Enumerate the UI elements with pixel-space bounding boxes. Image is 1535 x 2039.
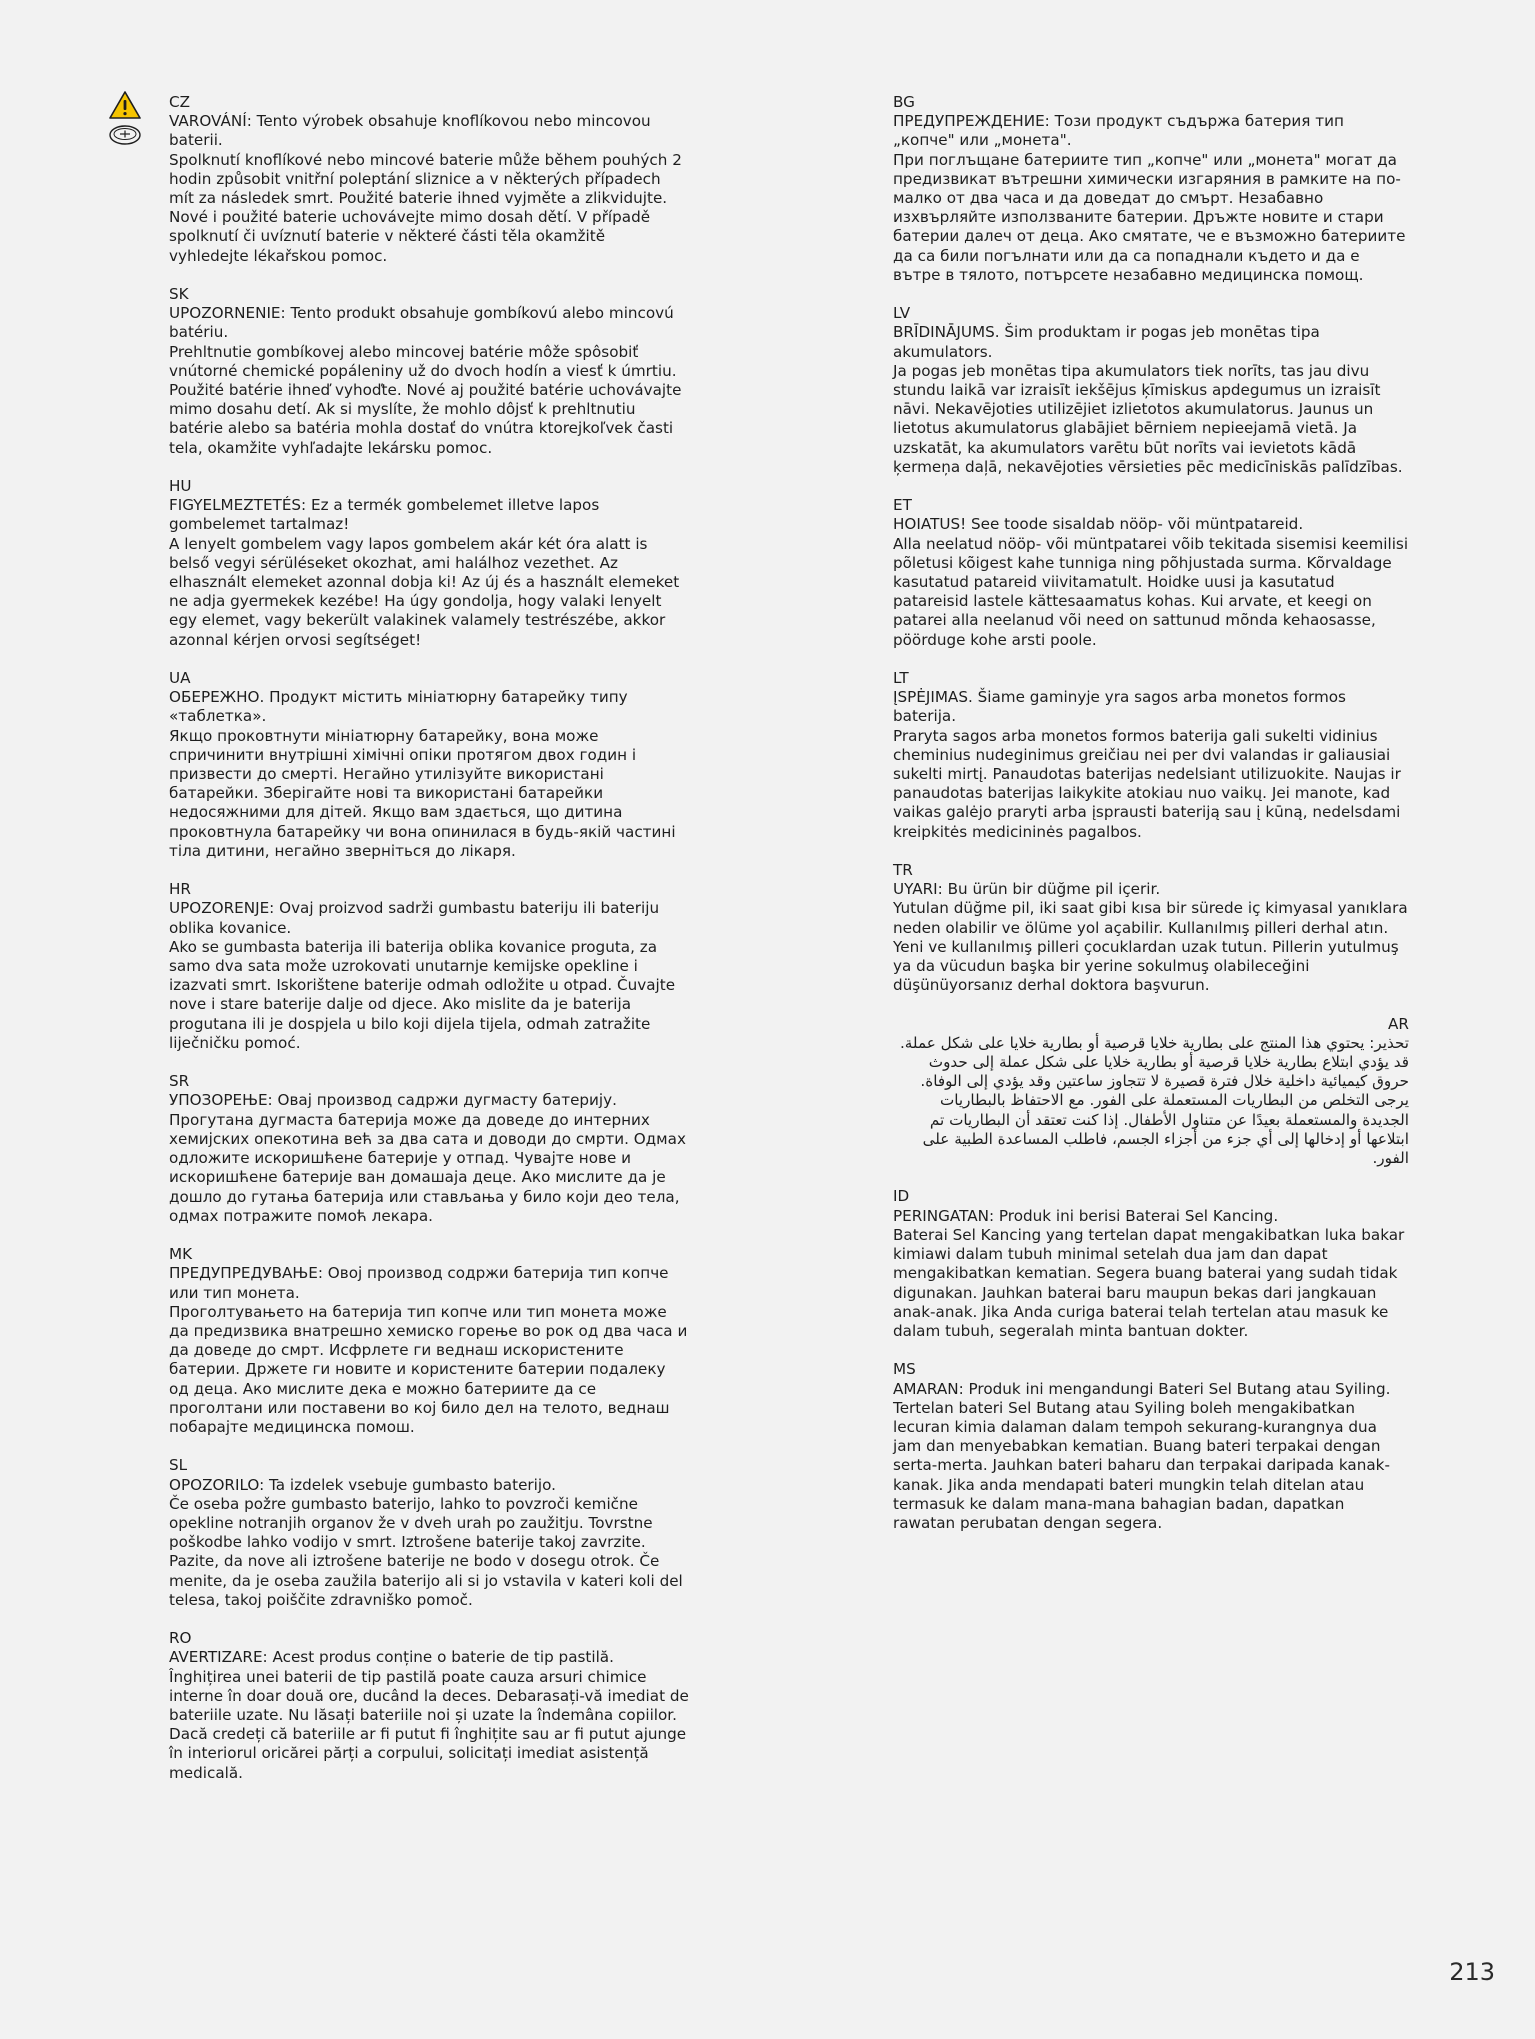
warning-body: При поглъщане батериите тип „копче" или „монета" могат да предизвикат вътрешни химически изгаряния в рамките на по-малко от два часа и да доведат до смърт. Незабавно изхвърляйте използваните батерии. Дръжте новите и стари батерии далеч от деца. Ако смятате, че е възможно батериите да са били погълнати или да са попаднали където и да е вътре в тялото, потърсете незабавно медицинска помощ. bbox=[893, 150, 1406, 284]
warning-block-sk bbox=[169, 285, 689, 458]
language-code: UA bbox=[169, 669, 191, 688]
warning-heading: AVERTIZARE: Acest produs conține o baterie de tip pastilă. bbox=[169, 1648, 614, 1667]
warning-body: A lenyelt gombelem vagy lapos gombelem akár két óra alatt is belső vegyi sérüléseket okozhat, ami halálhoz vezethet. Az elhasznált elemeket azonnal dobja ki! Az új és a használt elemeket ne adja gyermekek kezébe! Ha úgy gondolja, hogy valaki lenyelt egy elemet, vagy bekerült valakinek valamely testrészébe, akkor azonnal kérjen orvosi segítséget! bbox=[169, 534, 680, 649]
language-code: ID bbox=[893, 1187, 910, 1206]
language-code: BG bbox=[893, 93, 915, 111]
warning-block-sr bbox=[169, 1072, 689, 1226]
warning-block-ro bbox=[169, 1629, 689, 1783]
warning-block-ua bbox=[169, 669, 689, 861]
language-code: ET bbox=[893, 496, 912, 515]
warning-body: Prehltnutie gombíkovej alebo mincovej batérie môže spôsobiť vnútorné chemické popáleniny už do dvoch hodín a viesť k úmrtiu. Použité batérie ihneď vyhoďte. Nové aj použité batérie uchovávajte mimo dosahu detí. Ak si myslíte, že mohlo dôjsť k prehltnutiu batérie alebo sa batéria mohla dostať do vnútra ktorejkoľvek časti tela, okamžite vyhľadajte lekársku pomoc. bbox=[169, 342, 682, 457]
warning-block-mk bbox=[169, 1245, 689, 1437]
language-code: TR bbox=[893, 861, 913, 880]
warning-block-ar bbox=[893, 1015, 1409, 1169]
warning-body: Tertelan bateri Sel Butang atau Syiling boleh mengakibatkan lecuran kimia dalaman dalam tempoh sekurang-kurangnya dua jam dan menyebabkan kematian. Buang bateri terpakai dengan serta-merta. Jauhkan bateri baharu dan terpakai daripada kanak-kanak. Jika anda mendapati bateri mungkin telah ditelan atau termasuk ke dalam mana-mana bahagian badan, dapatkan rawatan perubatan dengan segera. bbox=[893, 1398, 1390, 1532]
warning-block-lv bbox=[893, 304, 1409, 477]
warning-block-cz bbox=[169, 93, 689, 266]
warning-heading: ПРЕДУПРЕДУВАЊЕ: Овој производ содржи батерија тип копче или тип монета. bbox=[169, 1264, 669, 1302]
warning-body: Ako se gumbasta baterija ili baterija oblika kovanice proguta, za samo dva sata može uzrokovati unutarnje kemijske opekline i izazvati smrt. Iskorištene baterije odmah odložite u otpad. Čuvajte nove i stare baterije dalje od djece. Ako mislite da je baterija progutana ili je dospjela u bilo koji dijela tijela, odmah zatražite liječničku pomoć. bbox=[169, 937, 676, 1052]
warning-heading: AMARAN: Produk ini mengandungi Bateri Sel Butang atau Syiling. bbox=[893, 1379, 1391, 1398]
warning-triangle-icon bbox=[108, 90, 142, 120]
coin-battery-icon bbox=[108, 124, 142, 146]
warning-block-hr bbox=[169, 880, 689, 1053]
warning-heading: OPOZORILO: Ta izdelek vsebuje gumbasto baterijo. bbox=[169, 1475, 556, 1494]
language-code: LT bbox=[893, 669, 909, 688]
warning-body: Če oseba požre gumbasto baterijo, lahko to povzroči kemične opekline notranjih organov že v dveh urah po zaužitju. Tovrstne poškodbe lahko vodijo v smrt. Iztrošene baterije takoj zavrzite. Pazite, da nove ali iztrošene baterije ne bodo v dosegu otrok. Če menite, da je oseba zaužila baterijo ali si jo vstavila v kateri koli del telesa, takoj poiščite zdravniško pomoč. bbox=[169, 1494, 683, 1609]
language-code: MK bbox=[169, 1245, 193, 1264]
left-column bbox=[169, 93, 689, 1802]
language-code: RO bbox=[169, 1629, 192, 1648]
warning-heading: ПРЕДУПРЕЖДЕНИЕ: Този продукт съдържа батерия тип „копче" или „монета". bbox=[893, 112, 1344, 150]
language-code: HU bbox=[169, 477, 192, 496]
warning-body: Baterai Sel Kancing yang tertelan dapat mengakibatkan luka bakar kimiawi dalam tubuh minimal setelah dua jam dan dapat mengakibatkan kematian. Segera buang baterai yang sudah tidak digunakan. Jauhkan baterai baru maupun bekas dari jangkauan anak-anak. Jika Anda curiga baterai telah tertelan atau masuk ke dalam tubuh, segeralah minta bantuan dokter. bbox=[893, 1225, 1405, 1340]
warning-block-ms bbox=[893, 1360, 1409, 1533]
warning-block-et bbox=[893, 496, 1409, 650]
language-code: SK bbox=[169, 285, 189, 304]
warning-heading: УПОЗОРЕЊЕ: Овај производ садржи дугмасту батерију. bbox=[169, 1091, 617, 1110]
warning-heading: UPOZORNENIE: Tento produkt obsahuje gombíkovú alebo mincovú batériu. bbox=[169, 304, 674, 342]
warning-heading: VAROVÁNÍ: Tento výrobek obsahuje knoflíkovou nebo mincovou baterii. bbox=[169, 112, 651, 150]
warning-body: Alla neelatud nööp- või müntpatarei võib tekitada sisemisi keemilisi põletusi kõigest kahe tunniga ning põhjustada surma. Kõrvaldage kasutatud patareid viivitamatult. Hoidke uusi ja kasutatud patareisid lastele kättesaamatus kohas. Kui arvate, et keegi on patarei alla neelanud või need on sattunud mõnda kehaosasse, pöörduge kohe arsti poole. bbox=[893, 534, 1409, 649]
warning-body: Praryta sagos arba monetos formos baterija gali sukelti vidinius cheminius nudeginimus greičiau nei per dvi valandas ir galiausiai sukelti mirtį. Panaudotas baterijas nedelsiant utilizuokite. Naujas ir panaudotas baterijas laikykite atokiau nuo vaikų. Jei manote, kad vaikas galėjo praryti arba įsprausti bateriją sau į kūną, nedelsdami kreipkitės medicininės pagalbos. bbox=[893, 726, 1401, 841]
warning-body: Înghițirea unei baterii de tip pastilă poate cauza arsuri chimice interne în doar două ore, ducând la deces. Debarasați-vă imediat de bateriile uzate. Nu lăsați bateriile noi și uzate la îndemâna copiilor. Dacă credeți că bateriile ar fi putut fi înghițite sau ar fi putut ajunge în interiorul oricărei părți a corpului, solicitați imediat asistență medicală. bbox=[169, 1667, 689, 1782]
language-code: SL bbox=[169, 1456, 188, 1475]
warning-heading: ОБЕРЕЖНО. Продукт містить мініатюрну батарейку типу «таблетка». bbox=[169, 688, 628, 726]
warning-heading: PERINGATAN: Produk ini berisi Baterai Sel Kancing. bbox=[893, 1206, 1279, 1225]
right-column bbox=[893, 93, 1409, 1552]
warning-block-bg bbox=[893, 93, 1409, 285]
warning-heading: تحذير: يحتوي هذا المنتج على بطارية خلايا قرصية أو بطارية خلايا على شكل عملة. bbox=[899, 1033, 1409, 1052]
icon-group bbox=[108, 90, 146, 146]
language-code: LV bbox=[893, 304, 911, 323]
warning-body: Проголтувањето на батерија тип копче или тип монета може да предизвика внатрешно хемиско горење во рок од два часа и да доведе до смрт. Исфрлете ги веднаш искористените батерии. Држете ги новите и користените батерии подалеку од деца. Ако мислите дека е можно батериите да се проголтани или поставени во кој било дел на телото, веднаш побарајте медицинска помош. bbox=[169, 1302, 688, 1436]
warning-body: Прогутана дугмаста батерија може да доведе до интерних хемијских опекотина већ за два сата и доводи до смрти. Одмах одложите искоришћене батерије у отпад. Чувајте нове и искоришћене батерије ван домашаја деце. Ако мислите да је дошло до гутања батерија или стављања у било који део тела, одмах потражите помоћ лекара. bbox=[169, 1110, 686, 1225]
warning-body: Yutulan düğme pil, iki saat gibi kısa bir sürede iç kimyasal yanıklara neden olabilir ve ölüme yol açabilir. Kullanılmış pilleri derhal atın. Yeni ve kullanılmış pilleri çocuklardan uzak tutun. Pillerin yutulmuş ya da vücudun başka bir yerine sokulmuş olabileceğini düşünüyorsanız derhal doktora başvurun. bbox=[893, 899, 1408, 995]
warning-heading: UPOZORENJE: Ovaj proizvod sadrži gumbastu bateriju ili bateriju oblika kovanice. bbox=[169, 899, 660, 937]
warning-heading: ĮSPĖJIMAS. Šiame gaminyje yra sagos arba monetos formos baterija. bbox=[893, 688, 1346, 726]
language-code: HR bbox=[169, 880, 191, 899]
warning-block-id bbox=[893, 1187, 1409, 1341]
warning-block-lt bbox=[893, 669, 1409, 842]
warning-heading: UYARI: Bu ürün bir düğme pil içerir. bbox=[893, 880, 1161, 899]
warning-body: Spolknutí knoflíkové nebo mincové baterie může během pouhých 2 hodin způsobit vnitřní poleptání sliznice a v některých případech mít za následek smrt. Použité baterie ihned vyjměte a zlikvidujte. Nové i použité baterie uchovávejte mimo dosah dětí. V případě spolknutí či uvíznutí baterie v některé části těla okamžitě vyhledejte lékařskou pomoc. bbox=[169, 150, 682, 265]
warning-block-hu bbox=[169, 477, 689, 650]
warning-heading: HOIATUS! See toode sisaldab nööp- või müntpatareid. bbox=[893, 515, 1304, 534]
language-code: SR bbox=[169, 1072, 190, 1091]
language-code: CZ bbox=[169, 93, 191, 111]
warning-heading: FIGYELMEZTETÉS: Ez a termék gombelemet illetve lapos gombelemet tartalmaz! bbox=[169, 496, 600, 534]
warning-block-sl bbox=[169, 1456, 689, 1610]
language-code: MS bbox=[893, 1360, 916, 1379]
language-code: AR bbox=[1388, 1014, 1409, 1033]
page-number: 213 bbox=[1449, 1958, 1495, 1986]
warning-body: Якщо проковтнути мініатюрну батарейку, вона може спричинити внутрішні хімічні опіки протягом двох годин і призвести до смерті. Негайно утилізуйте використані батарейки. Зберігайте нові та використані батарейки недосяжними для дітей. Якщо вам здається, що дитина проковтнула батарейку чи вона опинилася в будь-якій частині тіла дитини, негайно зверніться до лікаря. bbox=[169, 726, 676, 860]
warning-body: Ja pogas jeb monētas tipa akumulators tiek norīts, tas jau divu stundu laikā var izraisīt iekšējus ķīmiskus apdegumus un izraisīt nāvi. Nekavējoties utilizējiet izlietotos akumulatorus. Jaunus un lietotus akumulatorus glabājiet bērniem nepieejamā vietā. Ja uzskatāt, ka akumulators varētu būt norīts vai ievietots kādā ķermeņa daļā, nekavējoties vērsieties pēc medicīniskās palīdzības. bbox=[893, 361, 1403, 476]
warning-block-tr bbox=[893, 861, 1409, 995]
warning-body: قد يؤدي ابتلاع بطارية خلايا قرصية أو بطارية خلايا على شكل عملة إلى حدوث حروق كيميائية داخلية خلال فترة قصيرة لا تتجاوز ساعتين وقد يؤدي إلى الوفاة. يرجى التخلص من البطاريات المستعملة على الفور. مع الاحتفاظ بالبطاريات الجديدة والمستعملة بعيدًا عن متناول الأطفال. إذا كنت تعتقد أن البطاريات تم ابتلاعها أو إدخالها إلى أي جزء من أجزاء الجسم، فاطلب المساعدة الطبية على الفور. bbox=[920, 1053, 1409, 1168]
warning-heading: BRĪDINĀJUMS. Šim produktam ir pogas jeb monētas tipa akumulators. bbox=[893, 323, 1320, 361]
